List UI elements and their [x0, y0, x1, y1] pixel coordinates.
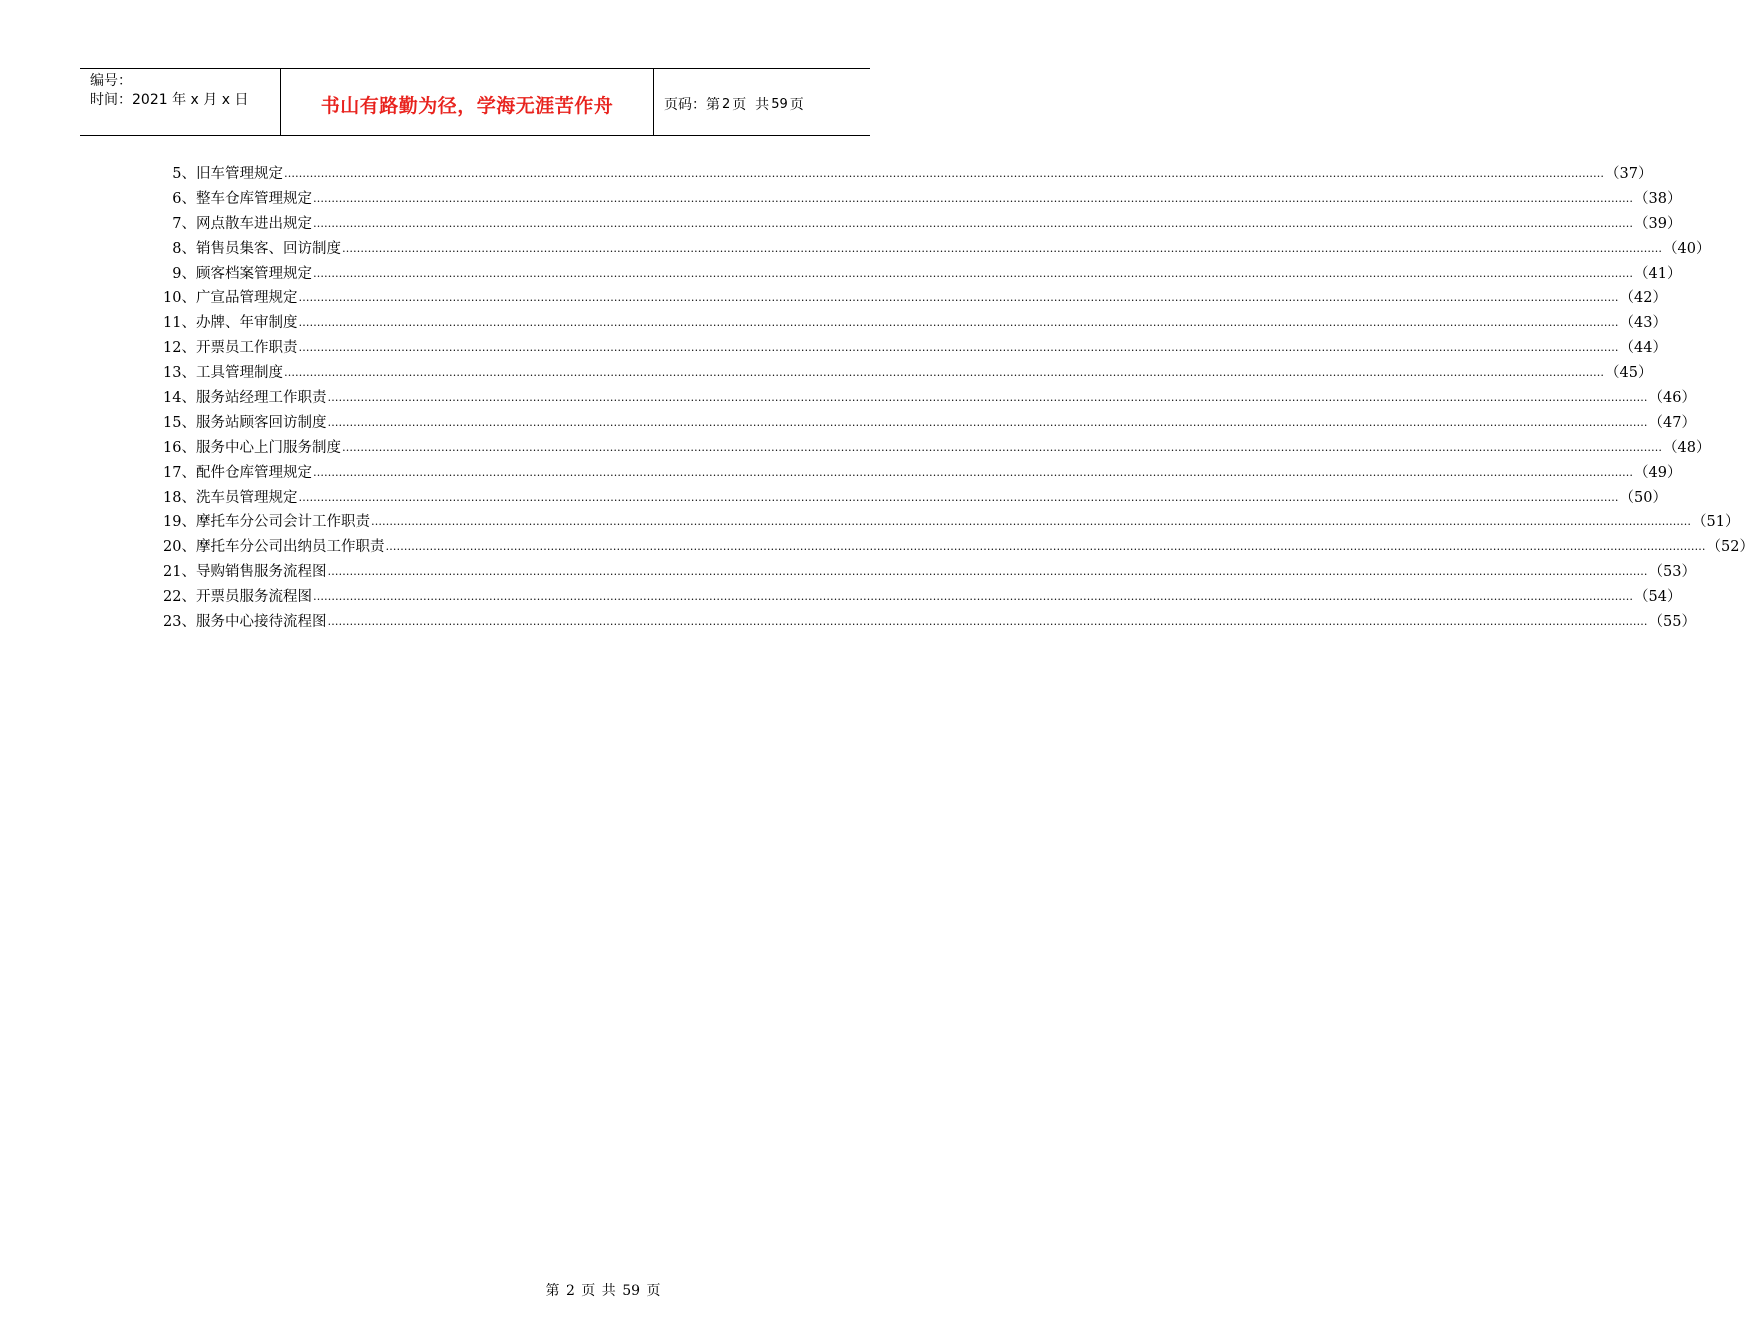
toc-leader-dots: ……………………………………………………………………………………………………………………………………………………………………………………………………………………………………………………………………………………………………………………………… [313, 465, 1633, 479]
toc-entry-page: （50） [1619, 489, 1667, 506]
page-mid-label: 页 共 [732, 97, 770, 113]
toc-leader-dots: ……………………………………………………………………………………………………………………………………………………………………………………………………………………………………………………………………………………………………………………………… [298, 316, 1619, 330]
toc-entry-title: 工具管理制度 [196, 365, 283, 382]
toc-entry-number: 7、 [172, 215, 196, 232]
toc-entry-number: 5、 [172, 165, 196, 182]
page-current: 2 [722, 96, 731, 112]
toc-entry[interactable] [160, 210, 1682, 235]
toc-entry-number: 19、 [163, 514, 196, 531]
toc-entry-title: 摩托车分公司出纳员工作职责 [196, 539, 385, 556]
document-time-label: 时间：2021 年 x 月 x 日 [90, 92, 249, 108]
toc-entry-title: 广宣品管理规定 [196, 290, 298, 307]
page-label: 页码：第 [664, 97, 720, 113]
page-footer: 第 2 页 共 59 页 [545, 1283, 661, 1299]
page-total: 59 [771, 96, 788, 112]
toc-entry[interactable] [160, 434, 1711, 459]
toc-entry-number: 14、 [163, 389, 196, 406]
toc-entry[interactable] [160, 409, 1696, 434]
toc-entry[interactable] [160, 160, 1653, 185]
toc-entry-title: 配件仓库管理规定 [196, 464, 312, 481]
toc-leader-dots: ……………………………………………………………………………………………………………………………………………………………………………………………………………………………………………………………………………………………………………………………… [385, 540, 1706, 554]
toc-entry-title: 网点散车进出规定 [196, 215, 312, 232]
toc-entry-page: （39） [1634, 215, 1682, 232]
toc-entry-page: （43） [1619, 315, 1667, 332]
toc-entry-number: 22、 [163, 589, 196, 606]
toc-entry-page: （42） [1619, 290, 1667, 307]
toc-leader-dots: ……………………………………………………………………………………………………………………………………………………………………………………………………………………………………………………………………………………………………………………………… [313, 590, 1633, 604]
toc-leader-dots: ……………………………………………………………………………………………………………………………………………………………………………………………………………………………………………………………………………………………………………………………… [327, 614, 1648, 628]
toc-entry-title: 服务站顾客回访制度 [196, 414, 327, 431]
toc-entry-number: 23、 [163, 613, 196, 630]
document-code-label: 编号： [90, 73, 132, 89]
toc-entry-title: 销售员集客、回访制度 [196, 240, 341, 257]
toc-entry-number: 17、 [163, 464, 196, 481]
toc-entry-title: 洗车员管理规定 [196, 489, 298, 506]
toc-entry[interactable] [160, 558, 1696, 583]
header-motto-cell [281, 69, 654, 135]
header-page-cell [654, 69, 870, 135]
toc-entry-page: （53） [1648, 564, 1696, 581]
toc-entry-title: 摩托车分公司会计工作职责 [196, 514, 370, 531]
toc-entry[interactable] [160, 284, 1667, 309]
toc-entry[interactable] [160, 459, 1682, 484]
toc-entry-number: 16、 [163, 439, 196, 456]
page-header [80, 68, 870, 136]
toc-entry[interactable] [160, 608, 1696, 633]
toc-entry-number: 12、 [163, 340, 196, 357]
toc-entry-title: 服务中心上门服务制度 [196, 439, 341, 456]
toc-entry[interactable] [160, 533, 1754, 558]
toc-leader-dots: ……………………………………………………………………………………………………………………………………………………………………………………………………………………………………………………………………………………………………………………………… [313, 216, 1633, 230]
toc-leader-dots: ……………………………………………………………………………………………………………………………………………………………………………………………………………………………………………………………………………………………………………………………… [313, 191, 1633, 205]
toc-entry[interactable] [160, 235, 1711, 260]
toc-entry-number: 8、 [172, 240, 196, 257]
toc-entry-title: 顾客档案管理规定 [196, 265, 312, 282]
toc-leader-dots: ……………………………………………………………………………………………………………………………………………………………………………………………………………………………………………………………………………………………………………………………… [342, 440, 1662, 454]
toc-entry-page: （46） [1648, 389, 1696, 406]
toc-leader-dots: ……………………………………………………………………………………………………………………………………………………………………………………………………………………………………………………………………………………………………………………………… [313, 266, 1633, 280]
toc-entry-title: 旧车管理规定 [196, 165, 283, 182]
toc-entry[interactable] [160, 334, 1667, 359]
toc-entry-page: （37） [1605, 165, 1653, 182]
toc-leader-dots: ……………………………………………………………………………………………………………………………………………………………………………………………………………………………………………………………………………………………………………………………… [327, 415, 1648, 429]
toc-entry-title: 导购销售服务流程图 [196, 564, 327, 581]
toc-entry[interactable] [160, 359, 1653, 384]
toc-entry[interactable] [160, 309, 1667, 334]
toc-entry-page: （41） [1634, 265, 1682, 282]
toc-leader-dots: ……………………………………………………………………………………………………………………………………………………………………………………………………………………………………………………………………………………………………………………………… [298, 341, 1619, 355]
toc-entry-number: 9、 [172, 265, 196, 282]
page-end-label: 页 [789, 97, 804, 113]
toc-entry-page: （40） [1663, 240, 1711, 257]
toc-leader-dots: ……………………………………………………………………………………………………………………………………………………………………………………………………………………………………………………………………………………………………………………………… [298, 490, 1619, 504]
toc-entry[interactable] [160, 185, 1682, 210]
toc-leader-dots: ……………………………………………………………………………………………………………………………………………………………………………………………………………………………………………………………………………………………………………………………… [327, 565, 1648, 579]
toc-entry-page: （48） [1663, 439, 1711, 456]
toc-entry-title: 服务站经理工作职责 [196, 389, 327, 406]
toc-entry-number: 15、 [163, 414, 196, 431]
toc-entry-number: 20、 [163, 539, 196, 556]
toc-entry-page: （54） [1634, 589, 1682, 606]
toc-entry-number: 21、 [163, 564, 196, 581]
toc-leader-dots: ……………………………………………………………………………………………………………………………………………………………………………………………………………………………………………………………………………………………………………………………… [284, 166, 1604, 180]
header-motto: 书山有路勤为径，学海无涯苦作舟 [320, 94, 614, 117]
toc-entry-number: 10、 [163, 290, 196, 307]
toc-entry-title: 整车仓库管理规定 [196, 190, 312, 207]
toc-leader-dots: ……………………………………………………………………………………………………………………………………………………………………………………………………………………………………………………………………………………………………………………………… [298, 291, 1619, 305]
toc-entry-title: 开票员服务流程图 [196, 589, 312, 606]
toc-entry-page: （55） [1648, 613, 1696, 630]
toc-leader-dots: ……………………………………………………………………………………………………………………………………………………………………………………………………………………………………………………………………………………………………………………………… [327, 390, 1648, 404]
toc-leader-dots: ……………………………………………………………………………………………………………………………………………………………………………………………………………………………………………………………………………………………………………………………… [342, 241, 1662, 255]
toc-entry-page: （51） [1692, 514, 1740, 531]
toc-entry-page: （52） [1706, 539, 1754, 556]
toc-entry-page: （45） [1605, 365, 1653, 382]
header-meta-cell [80, 69, 281, 135]
toc-entry-number: 18、 [163, 489, 196, 506]
toc-entry-page: （47） [1648, 414, 1696, 431]
toc-entry[interactable] [160, 583, 1682, 608]
toc-leader-dots: ……………………………………………………………………………………………………………………………………………………………………………………………………………………………………………………………………………………………………………………………… [371, 515, 1691, 529]
toc-entry-page: （38） [1634, 190, 1682, 207]
toc-entry-page: （49） [1634, 464, 1682, 481]
toc-entry-number: 6、 [172, 190, 196, 207]
toc-entry[interactable] [160, 384, 1696, 409]
toc-entry-title: 开票员工作职责 [196, 340, 298, 357]
toc-entry[interactable] [160, 508, 1740, 533]
table-of-contents [160, 160, 1754, 633]
toc-entry[interactable] [160, 260, 1682, 285]
toc-entry-number: 11、 [163, 315, 196, 332]
toc-entry-number: 13、 [163, 365, 196, 382]
toc-entry[interactable] [160, 484, 1667, 509]
toc-entry-page: （44） [1619, 340, 1667, 357]
toc-leader-dots: ……………………………………………………………………………………………………………………………………………………………………………………………………………………………………………………………………………………………………………………………… [284, 366, 1604, 380]
toc-entry-title: 服务中心接待流程图 [196, 613, 327, 630]
toc-entry-title: 办牌、年审制度 [196, 315, 298, 332]
